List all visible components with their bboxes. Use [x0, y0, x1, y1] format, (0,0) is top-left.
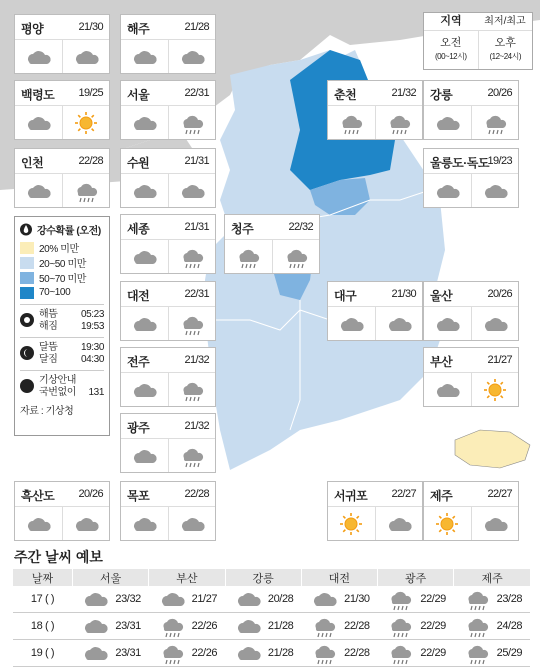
rain-cloud-icon	[157, 613, 187, 639]
rain-cloud-icon	[385, 586, 415, 612]
weekly-cell	[378, 640, 454, 667]
city-temp: 22/28	[184, 488, 209, 500]
weekly-date-header: 날짜	[13, 569, 73, 586]
legend-pm	[478, 31, 533, 69]
weekly-temp: 23/31	[115, 619, 141, 632]
city-card-suwon	[120, 148, 216, 208]
weekly-temp: 25/29	[496, 646, 523, 659]
city-temp: 22/32	[288, 221, 313, 233]
rain-cloud-icon	[385, 640, 415, 666]
city-name: 대전	[127, 289, 150, 303]
rain-cloud-icon	[272, 240, 320, 273]
weekly-city-header: 강릉	[225, 569, 301, 586]
precip-label: 20% 미만	[39, 244, 79, 255]
weekly-city-header: 대전	[301, 569, 377, 586]
rain-cloud-icon	[375, 106, 423, 139]
moonset-label: 달짐	[39, 354, 58, 365]
sun-icon	[62, 106, 110, 139]
precip-label: 50~70 미만	[39, 274, 86, 285]
city-temp: 21/31	[184, 155, 209, 167]
city-temp: 20/26	[487, 87, 512, 99]
weather-info	[20, 375, 104, 399]
weekly-cell	[149, 640, 225, 667]
city-name: 서울	[127, 88, 150, 102]
weekly-cell	[301, 586, 377, 613]
sun-icon	[424, 507, 471, 540]
city-card-gwangju	[120, 413, 216, 473]
rain-cloud-icon	[168, 373, 216, 406]
rain-cloud-icon	[462, 613, 492, 639]
city-card-haeju	[120, 14, 216, 74]
sunrise-time: 05:23	[80, 309, 104, 320]
cloud-icon	[15, 507, 62, 540]
weekly-cell	[149, 586, 225, 613]
weekly-temp: 23/31	[115, 646, 141, 659]
city-temp: 22/31	[184, 288, 209, 300]
moonset-time: 04:30	[80, 354, 104, 365]
city-card-daejeon	[120, 281, 216, 341]
sun-icon	[20, 313, 34, 327]
city-name: 해주	[127, 22, 150, 36]
legend-pm-label: 오후	[494, 37, 516, 49]
city-name: 평양	[21, 22, 44, 36]
city-temp: 21/28	[184, 21, 209, 33]
city-temp: 19/25	[78, 87, 103, 99]
city-card-jeju	[423, 481, 519, 541]
moon-icon	[20, 346, 34, 360]
city-temp: 21/32	[391, 87, 416, 99]
weekly-table	[12, 569, 530, 667]
weekly-cell	[73, 613, 149, 640]
cloud-icon	[309, 586, 339, 612]
am-pm-legend	[423, 12, 533, 70]
precip-label: 20~50 미만	[39, 259, 86, 270]
cloud-icon	[168, 507, 216, 540]
precip-legend-item	[20, 255, 104, 270]
rain-cloud-icon	[225, 240, 272, 273]
city-temp: 22/31	[184, 87, 209, 99]
city-name: 대구	[334, 289, 357, 303]
legend-am-label: 오전	[440, 37, 462, 49]
cloud-icon	[121, 240, 168, 273]
weekly-cell	[73, 586, 149, 613]
cloud-icon	[121, 307, 168, 340]
city-temp: 21/30	[78, 21, 103, 33]
cloud-icon	[121, 507, 168, 540]
weekly-cell	[225, 613, 301, 640]
city-temp: 21/32	[184, 354, 209, 366]
crescent-moon-icon	[20, 379, 34, 393]
cloud-icon	[471, 507, 519, 540]
city-card-ulleungdo	[423, 148, 519, 208]
rain-cloud-icon	[62, 174, 110, 207]
weekly-temp: 23/28	[496, 592, 523, 605]
city-name: 제주	[430, 489, 453, 503]
city-name: 백령도	[21, 88, 55, 102]
city-temp: 20/26	[487, 288, 512, 300]
city-name: 춘천	[334, 88, 357, 102]
city-name: 울산	[430, 289, 453, 303]
source-label: 자료 : 기상청	[20, 406, 74, 417]
city-card-mokpo	[120, 481, 216, 541]
weekly-temp: 22/29	[420, 646, 446, 659]
city-card-chuncheon	[327, 80, 423, 140]
weekly-temp: 22/28	[344, 646, 370, 659]
precip-legend-item	[20, 285, 104, 300]
cloud-icon	[80, 640, 110, 666]
sun-times	[20, 309, 104, 333]
city-card-pyongyang	[14, 14, 110, 74]
city-card-baengnyeongdo	[14, 80, 110, 140]
weekly-cell	[454, 613, 530, 640]
rain-cloud-icon	[168, 106, 216, 139]
cloud-icon	[168, 40, 216, 73]
city-temp: 21/31	[184, 221, 209, 233]
city-name: 인천	[21, 156, 44, 170]
weekly-temp: 22/29	[420, 619, 446, 632]
cloud-icon	[15, 174, 62, 207]
city-card-sejong	[120, 214, 216, 274]
moon-times	[20, 342, 104, 366]
precip-legend-item	[20, 240, 104, 255]
cloud-icon	[15, 40, 62, 73]
weekly-cell	[301, 640, 377, 667]
city-card-seogwipo	[327, 481, 423, 541]
legend-minmax-label: 최저/최고	[484, 16, 526, 27]
weekly-temp: 22/29	[420, 592, 446, 605]
cloud-icon	[62, 507, 110, 540]
weekly-temp: 23/32	[115, 592, 141, 605]
cloud-icon	[328, 307, 375, 340]
sun-icon	[328, 507, 375, 540]
cloud-icon	[121, 40, 168, 73]
city-name: 전주	[127, 355, 150, 369]
city-temp: 20/26	[78, 488, 103, 500]
precip-swatch	[20, 287, 34, 299]
weekly-row	[13, 586, 531, 613]
weekly-forecast	[0, 545, 540, 659]
weekly-date: 19 ( )	[13, 640, 73, 667]
raindrop-icon	[20, 223, 32, 236]
city-temp: 21/27	[487, 354, 512, 366]
city-name: 부산	[430, 355, 453, 369]
cloud-icon	[80, 586, 110, 612]
rain-cloud-icon	[168, 307, 216, 340]
cloud-icon	[157, 586, 187, 612]
cloud-icon	[424, 307, 471, 340]
city-card-jeonju	[120, 347, 216, 407]
legend-am	[424, 31, 478, 69]
weekly-temp: 21/30	[344, 592, 370, 605]
moonrise-label: 달뜸	[39, 342, 58, 353]
weekly-temp: 21/28	[267, 646, 294, 659]
cloud-icon	[375, 307, 423, 340]
cloud-icon	[121, 174, 168, 207]
rain-cloud-icon	[462, 586, 492, 612]
weekly-temp: 22/28	[344, 619, 370, 632]
weekly-cell	[454, 640, 530, 667]
info-line1: 기상안내	[39, 375, 77, 386]
cloud-icon	[168, 174, 216, 207]
weekly-city-header: 광주	[378, 569, 454, 586]
precipitation-legend	[14, 216, 110, 436]
sun-icon	[471, 373, 519, 406]
city-temp: 22/28	[78, 155, 103, 167]
weekly-cell	[378, 586, 454, 613]
city-card-seoul	[120, 80, 216, 140]
weekly-cell	[73, 640, 149, 667]
city-card-gangneung	[423, 80, 519, 140]
rain-cloud-icon	[168, 439, 216, 472]
cloud-icon	[424, 373, 471, 406]
weekly-row	[13, 640, 531, 667]
city-card-busan	[423, 347, 519, 407]
precip-legend-title: 강수확률 (오전)	[37, 225, 101, 237]
sunset-label: 해짐	[39, 321, 58, 332]
sunrise-label: 해뜸	[39, 309, 58, 320]
legend-pm-hours: (12~24시)	[489, 52, 522, 61]
precip-label: 70~100	[39, 287, 71, 298]
weekly-date: 18 ( )	[13, 613, 73, 640]
weekly-cell	[301, 613, 377, 640]
rain-cloud-icon	[385, 613, 415, 639]
weekly-row	[13, 613, 531, 640]
weekly-cell	[149, 613, 225, 640]
weekly-temp: 21/28	[267, 619, 294, 632]
cloud-icon	[233, 640, 263, 666]
info-number: 131	[88, 387, 104, 398]
city-name: 청주	[231, 222, 254, 236]
cloud-icon	[121, 106, 168, 139]
cloud-icon	[233, 613, 263, 639]
cloud-icon	[121, 373, 168, 406]
weekly-city-header: 제주	[454, 569, 530, 586]
cloud-icon	[80, 613, 110, 639]
city-temp: 21/32	[184, 420, 209, 432]
cloud-icon	[424, 174, 471, 207]
weekly-city-header: 서울	[73, 569, 149, 586]
weekly-temp: 24/28	[496, 619, 523, 632]
rain-cloud-icon	[157, 640, 187, 666]
rain-cloud-icon	[462, 640, 492, 666]
rain-cloud-icon	[309, 640, 339, 666]
city-name: 목포	[127, 489, 150, 503]
cloud-icon	[471, 174, 519, 207]
city-temp: 19/23	[487, 155, 512, 167]
city-name: 울릉도·독도	[430, 156, 489, 170]
city-card-cheongju	[224, 214, 320, 274]
weekly-cell	[454, 586, 530, 613]
city-card-daegu	[327, 281, 423, 341]
rain-cloud-icon	[471, 106, 519, 139]
city-name: 세종	[127, 222, 150, 236]
rain-cloud-icon	[168, 240, 216, 273]
precip-legend-item	[20, 270, 104, 285]
city-name: 강릉	[430, 88, 453, 102]
city-temp: 22/27	[487, 488, 512, 500]
legend-am-hours: (00~12시)	[434, 52, 467, 61]
precip-swatch	[20, 257, 34, 269]
weekly-cell	[225, 640, 301, 667]
city-card-incheon	[14, 148, 110, 208]
weekly-cell	[225, 586, 301, 613]
info-line2: 국번없이	[39, 387, 77, 398]
city-card-ulsan	[423, 281, 519, 341]
precip-swatch	[20, 242, 34, 254]
city-temp: 21/30	[391, 288, 416, 300]
weekly-title: 주간 날씨 예보	[14, 549, 103, 565]
cloud-icon	[375, 507, 423, 540]
city-temp: 22/27	[391, 488, 416, 500]
city-card-heuksando	[14, 481, 110, 541]
weekly-cell	[378, 613, 454, 640]
weekly-temp: 22/26	[191, 646, 218, 659]
weekly-city-header: 부산	[149, 569, 225, 586]
cloud-icon	[121, 439, 168, 472]
cloud-icon	[15, 106, 62, 139]
city-name: 흑산도	[21, 489, 55, 503]
weekly-date: 17 ( )	[13, 586, 73, 613]
weekly-temp: 21/27	[191, 592, 218, 605]
city-name: 수원	[127, 156, 150, 170]
cloud-icon	[471, 307, 519, 340]
city-name: 서귀포	[334, 489, 368, 503]
weekly-temp: 20/28	[267, 592, 294, 605]
legend-region-label: 지역	[440, 15, 462, 27]
cloud-icon	[233, 586, 263, 612]
cloud-icon	[424, 106, 471, 139]
sunset-time: 19:53	[80, 321, 104, 332]
city-name: 광주	[127, 421, 150, 435]
precip-swatch	[20, 272, 34, 284]
weekly-temp: 22/26	[191, 619, 218, 632]
moonrise-time: 19:30	[80, 342, 104, 353]
rain-cloud-icon	[328, 106, 375, 139]
rain-cloud-icon	[309, 613, 339, 639]
cloud-icon	[62, 40, 110, 73]
